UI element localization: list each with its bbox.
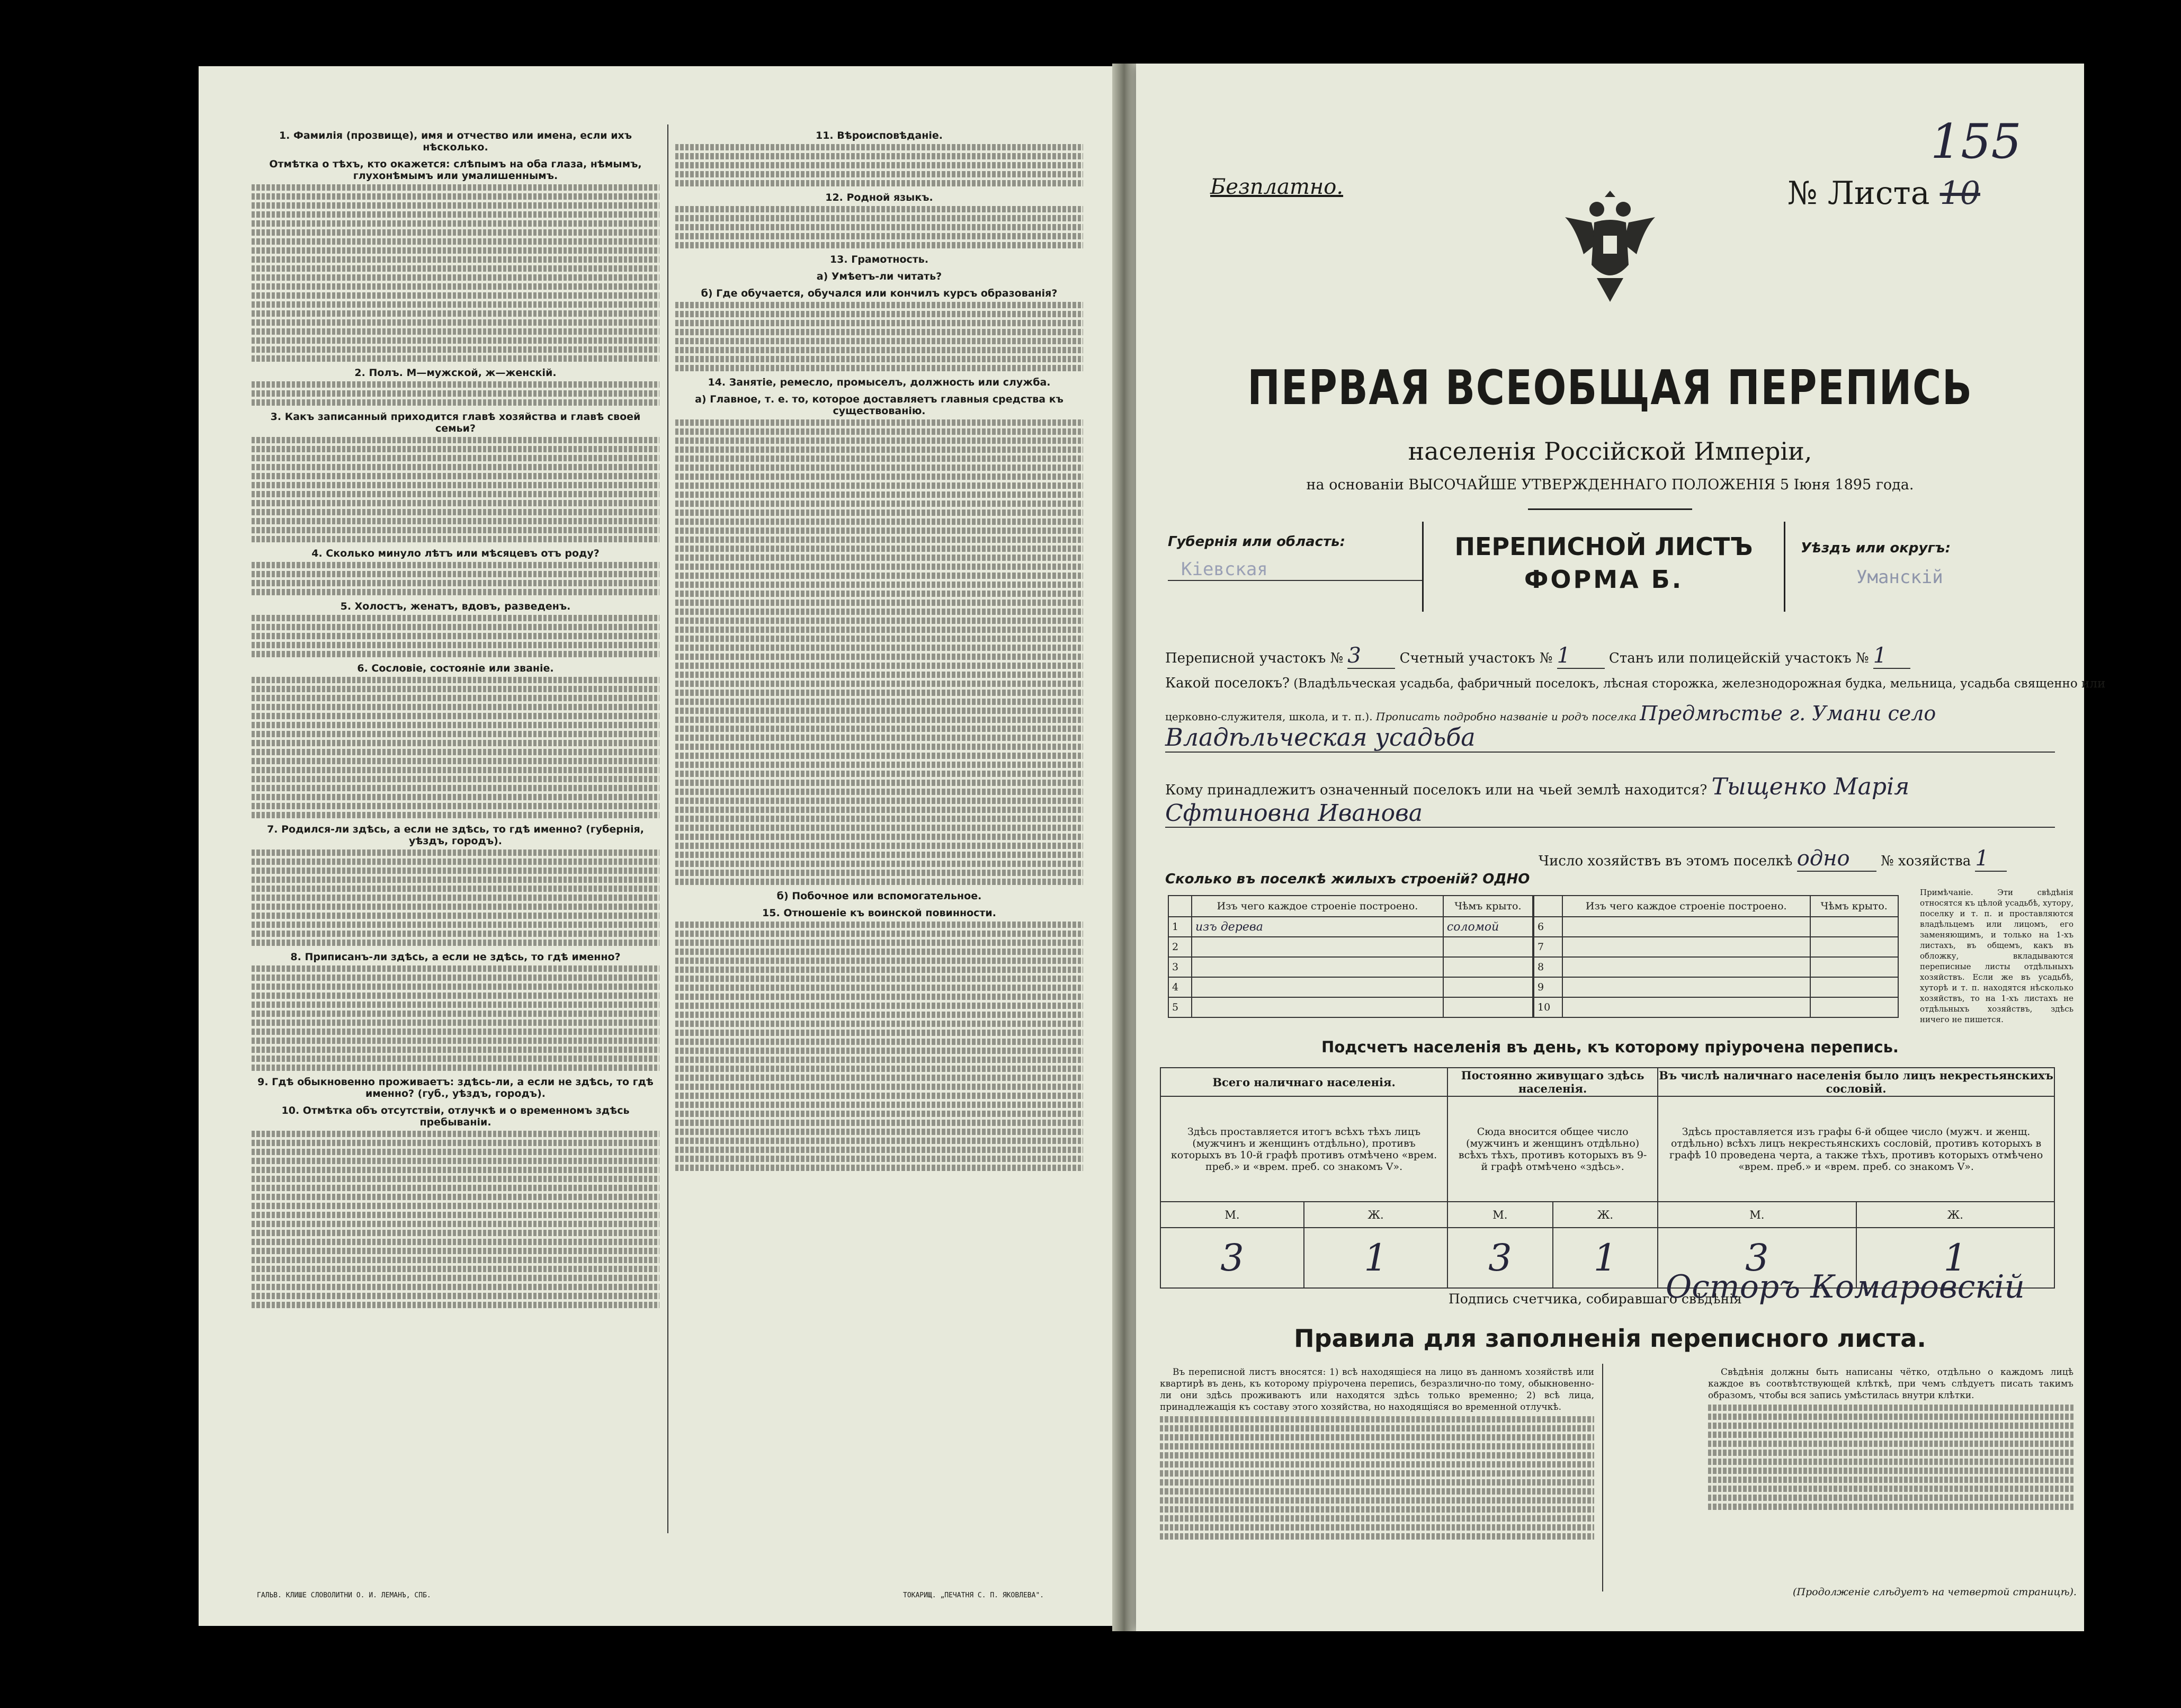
stan-label: Станъ или полицейскій участокъ №	[1608, 650, 1869, 666]
gubernia-value: Кіевская	[1181, 559, 1268, 580]
household-no-value: 1	[1975, 846, 2007, 872]
heading-12: 12. Родной языкъ.	[825, 192, 933, 203]
sheet-number	[1787, 175, 1980, 212]
sheet-number-label: № Листа	[1787, 175, 1930, 212]
double-headed-eagle-icon	[1554, 180, 1666, 307]
table-row: 8	[1534, 957, 1898, 977]
rules-column-right: Свѣдѣнія должны быть написаны чётко, отдѣльно о каждомъ лицѣ каждое въ соотвѣтствующей клѣткѣ, при чемъ слѣдуетъ писать такимъ образомъ, чтобы вся запись умѣстилась внутри клѣтки.	[1708, 1366, 2073, 1607]
heading-15: 15. Отношеніе къ воинской повинности.	[762, 907, 996, 919]
heading-11: 11. Вѣроисповѣданіе.	[815, 130, 943, 141]
free-label: Безплатно.	[1210, 175, 1344, 199]
heading-14a: а) Главное, т. е. то, которое доставляетъ главныя средства къ существованію.	[695, 394, 1063, 417]
heading-3: 3. Какъ записанный приходится главѣ хозяйства и главѣ своей семьи?	[270, 411, 641, 434]
table-row: 3	[1168, 957, 1533, 977]
printer-credit-left: ГАЛЬВ. КЛИШЕ СЛОВОЛИТНИ О. И. ЛЕМАНЪ, СПБ.	[257, 1591, 431, 1599]
heading-13b: б) Где обучается, обучался или кончилъ курсъ образованія?	[701, 288, 1058, 299]
household-no-label: № хозяйства	[1881, 853, 1971, 869]
form-title: ПЕРЕПИСНОЙ ЛИСТЪ	[1454, 532, 1753, 561]
district-line	[1165, 643, 1910, 669]
population-table: Всего наличнаго населенія. Постоянно живущаго здѣсь населенія. Въ числѣ наличнаго населенія было лицъ некрестьянскихъ сословій. Здѣсь проставляется итогъ всѣхъ тѣхъ лицъ (мужчинъ и женщинъ отдѣльно), противъ которыхъ въ 10-й графѣ противъ отмѣчено «врем. преб.» и «врем. преб. со знакомъ V». Сюда вносится общее число (мужчинъ и женщинъ отдѣльно) всѣхъ тѣхъ, противъ которыхъ въ 9-й графѣ отмѣчено «здѣсь». Здѣсь проставляется изъ графы 6-й общее число (мужч. и женщ. отдѣльно) всѣхъ лицъ некрестьянскихъ сословій, противъ которыхъ в графѣ 10 проведена черта, а также тѣхъ, противъ которыхъ отмѣчено «врем. преб.» и «врем. преб. со знакомъ V». М. Ж. М. Ж. М. Ж. 3 1 3 1 3 1	[1160, 1067, 2055, 1289]
printer-credit-right: ТОКАРИЩ. „ПЕЧАТНЯ С. П. ЯКОВЛЕВА".	[903, 1591, 1044, 1599]
owner-label: Кому принадлежитъ означенный поселокъ или на чьей землѣ находится?	[1165, 782, 1708, 798]
table-row: 10	[1534, 997, 1898, 1017]
left-page-instructions	[199, 66, 1112, 1626]
heading-1: 1. Фамилія (прозвище), имя и отчество или имена, если ихъ нѣсколько.	[279, 130, 632, 153]
buildings-table-left	[1168, 895, 1533, 1018]
households-value: одно	[1797, 846, 1876, 872]
table-row: 7	[1534, 937, 1898, 957]
pop-perm-m: 3	[1447, 1228, 1553, 1288]
pop-nonpeasant-f: 1	[1856, 1228, 2054, 1288]
pop-perm-f: 1	[1553, 1228, 1658, 1288]
population-title: Подсчетъ населенія въ день, къ которому пріурочена перепись.	[1321, 1038, 1899, 1056]
pop-group-nonpeasant: Въ числѣ наличнаго населенія было лицъ некрестьянскихъ сословій.	[1658, 1068, 2054, 1096]
owner-line	[1165, 773, 1909, 800]
settlement-hint-2: церковно-служителя, школа, и т. п.).	[1165, 710, 1373, 723]
buildings-value: ОДНО	[1482, 871, 1530, 887]
heading-10: 10. Отмѣтка объ отсутствіи, отлучкѣ и о временномъ здѣсь пребываніи.	[281, 1105, 630, 1128]
buildings-table-right: Изъ чего каждое строеніе построено. Чѣмъ крыто. 6 7 8 9 10	[1533, 895, 1899, 1018]
uezd-value: Уманскій	[1856, 567, 1943, 588]
settlement-hint-line	[1165, 702, 1936, 725]
table-row: 9	[1534, 977, 1898, 997]
settlement-line	[1165, 675, 2105, 691]
census-basis: на основаніи ВЫСОЧАЙШЕ УТВЕРЖДЕННАГО ПОЛОЖЕНІЯ 5 Іюня 1895 года.	[1306, 477, 1914, 493]
heading-9-residence: 9. Гдѣ обыкновенно проживаетъ: здѣсь-ли, а если не здѣсь, то гдѣ именно? (губ., уѣздъ, городъ).	[257, 1076, 654, 1099]
owner-value-2: Сфтиновна Иванова	[1165, 800, 2055, 828]
census-district-label: Переписной участокъ №	[1165, 650, 1344, 666]
pop-group-total: Всего наличнаго населенія.	[1160, 1068, 1447, 1096]
sheet-number-value: 10	[1939, 175, 1980, 212]
settlement-value: Предмѣстье г. Умани село	[1640, 702, 1936, 725]
bld-col-material: Изъ чего каждое строеніе построено.	[1192, 896, 1443, 917]
count-district-value: 1	[1557, 643, 1605, 669]
heading-4: 4. Сколько минуло лѣтъ или мѣсяцевъ отъ роду?	[311, 548, 600, 559]
census-title: ПЕРВАЯ ВСЕОБЩАЯ ПЕРЕПИСЬ	[1247, 360, 1973, 416]
heading-13a: а) Умѣетъ-ли читать?	[816, 271, 942, 282]
heading-6: 6. Сословіе, состояніе или званіе.	[357, 663, 554, 674]
settlement-hint: (Владѣльческая усадьба, фабричный поселокъ, лѣсная сторожка, железнодорожная будка, мельница, усадьба священно или	[1293, 677, 2106, 691]
rules-column-left: Въ переписной листъ вносятся: 1) всѣ находящіеся на лицо въ данномъ хозяйствѣ или квартирѣ въ день, къ которому пріурочена перепись, безразлично-по тому, обыкновенно-ли они здѣсь проживаютъ или находятся здѣсь только временно; 2) всѣ лица, принадлежащія къ составу этого хозяйства, но находящіяся во временной отлучкѣ.	[1160, 1366, 1594, 1607]
census-district-value: 3	[1347, 643, 1395, 669]
pop-total-m: 3	[1160, 1228, 1304, 1288]
pop-total-f: 1	[1304, 1228, 1447, 1288]
settlement-label: Какой поселокъ?	[1165, 675, 1290, 691]
heading-14: 14. Занятіе, ремесло, промыселъ, должность или служба.	[708, 377, 1051, 388]
heading-14b: б) Побочное или вспомогательное.	[776, 890, 982, 902]
uezd-label: Уѣздъ или округъ:	[1801, 540, 1951, 556]
heading-2: 2. Полъ. М—мужской, ж—женскій.	[354, 367, 557, 379]
heading-7: 7. Родился-ли здѣсь, а если не здѣсь, то гдѣ именно? (губернія, уѣздъ, городъ).	[267, 824, 644, 847]
buildings-note: Примѣчаніе. Эти свѣдѣнія относятся къ цѣлой усадьбѣ, хутору, поселку и т. п. и проставляются владѣльцемъ или лицомъ, его заменяющимъ, и только на 1-хъ листахъ, въ общемъ, какъ въ обложку, вкладываются переписные листы отдѣльныхъ хозяйствъ. Если же въ усадьбѣ, хуторѣ и т. п. находятся нѣсколько хозяйствъ, то на 1-хъ листахъ не отдѣльныхъ хозяйствъ, здѣсь ничего не пишется.	[1920, 888, 2073, 1024]
table-row: 5	[1168, 997, 1533, 1017]
count-district-label: Счетный участокъ №	[1399, 650, 1553, 666]
households-label: Число хозяйствъ въ этомъ поселкѣ	[1539, 853, 1793, 869]
table-row: 1 изъ дерева соломой	[1168, 917, 1533, 937]
rules-title: Правила для заполненія переписного листа.	[1294, 1324, 1926, 1353]
census-subtitle: населенія Россійской Имперіи,	[1408, 437, 1812, 466]
right-page-census-form	[1136, 64, 2106, 1631]
form-variant: ФОРМА Б.	[1524, 565, 1684, 594]
stan-value: 1	[1873, 643, 1910, 669]
heading-1-note: Отмѣтка о тѣхъ, кто окажется: слѣпымъ на оба глаза, нѣмымъ, глухонѣмымъ или умалишеннымъ.	[269, 158, 642, 182]
buildings-label: Сколько въ поселкѣ жилыхъ строеній?	[1165, 871, 1478, 887]
households-line	[1539, 846, 2007, 872]
owner-value: Тыщенко Марія	[1711, 773, 1910, 800]
signature-value: Осторъ Комаровскій	[1666, 1268, 2025, 1305]
heading-8: 8. Приписанъ-ли здѣсь, а если не здѣсь, то гдѣ именно?	[290, 951, 621, 963]
instructions-column-left	[252, 124, 659, 1533]
pop-group-permanent: Постоянно живущаго здѣсь населенія.	[1447, 1068, 1658, 1096]
form-title-box	[1422, 522, 1785, 612]
gubernia-label: Губернія или область:	[1168, 534, 1345, 550]
table-row: 2	[1168, 937, 1533, 957]
table-row: 6	[1534, 917, 1898, 937]
archive-page-number: 155	[1930, 114, 2022, 169]
heading-13: 13. Грамотность.	[829, 254, 929, 265]
pop-nonpeasant-m: 3	[1658, 1228, 1856, 1288]
bld-col-roof: Чѣмъ крыто.	[1443, 896, 1533, 917]
table-row: 4	[1168, 977, 1533, 997]
settlement-value-2: Владѣльческая усадьба	[1165, 723, 2055, 753]
settlement-hint-3: Прописать подробно названіе и родъ поселка	[1375, 710, 1637, 723]
signature-label: Подпись счетчика, собиравшаго свѣдѣнія	[1449, 1291, 1742, 1307]
heading-5: 5. Холостъ, женатъ, вдовъ, разведенъ.	[340, 601, 571, 612]
book-spine	[1112, 64, 1136, 1631]
instructions-column-right	[675, 124, 1083, 1533]
buildings-line	[1165, 871, 1530, 887]
continuation-note: (Продолженіе слѣдуетъ на четвертой страницѣ).	[1793, 1586, 2077, 1598]
